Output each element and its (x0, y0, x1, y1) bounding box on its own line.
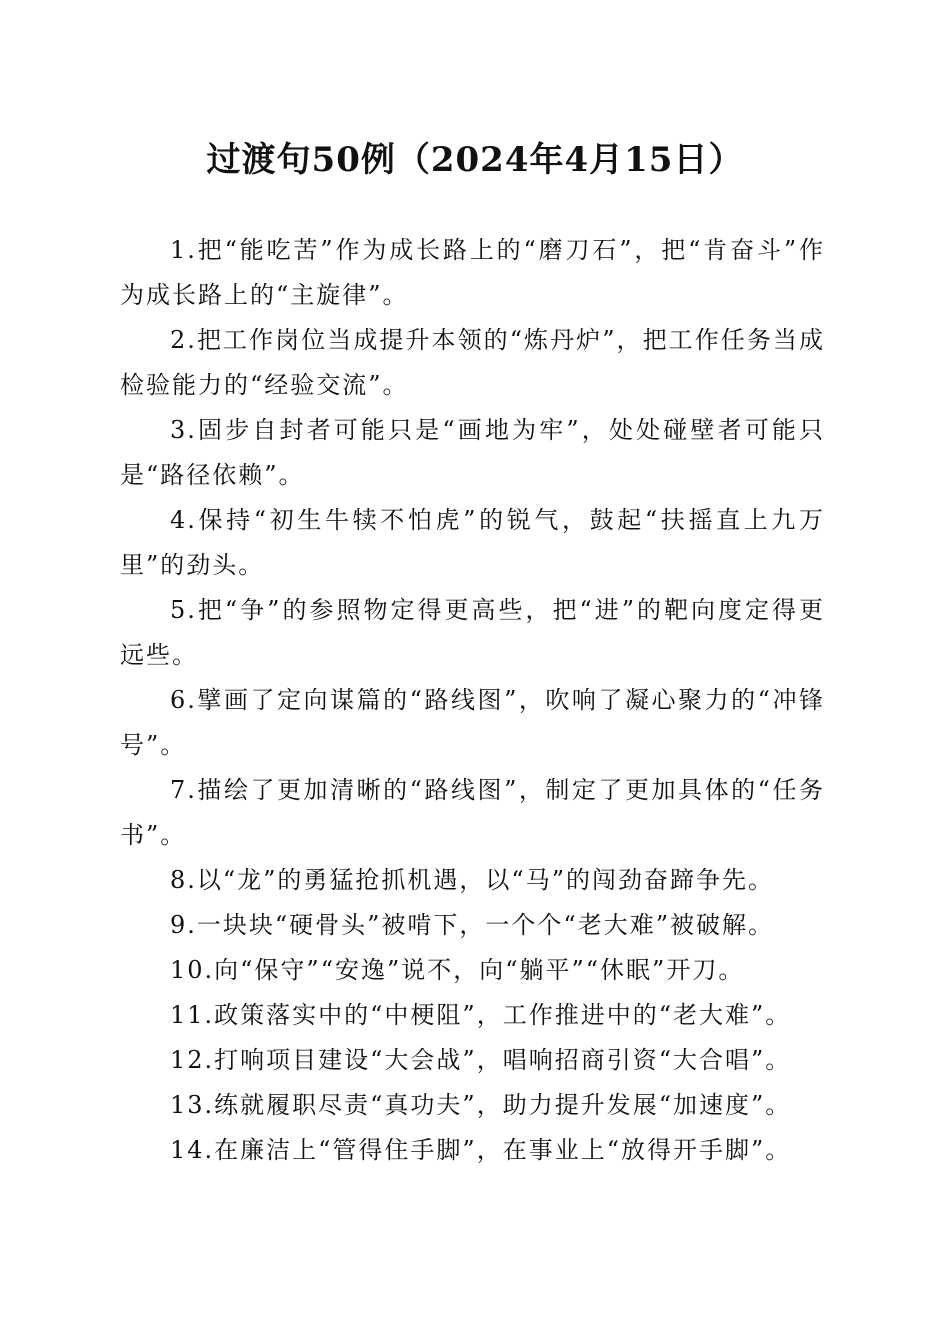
paragraph-6: 6.擘画了定向谋篇的“路线图”，吹响了凝心聚力的“冲锋号”。 (120, 686, 825, 759)
paragraph-10: 10.向“保守”“安逸”说不，向“躺平”“休眠”开刀。 (170, 956, 745, 984)
paragraph-11: 11.政策落实中的“中梗阻”，工作推进中的“老大难”。 (170, 1001, 792, 1029)
paragraph-14: 14.在廉洁上“管得住手脚”，在事业上“放得开手脚”。 (170, 1136, 792, 1164)
paragraph-12: 12.打响项目建设“大会战”，唱响招商引资“大合唱”。 (170, 1046, 792, 1074)
paragraph-4: 4.保持“初生牛犊不怕虎”的锐气，鼓起“扶摇直上九万里”的劲头。 (120, 506, 825, 579)
paragraph-7: 7.描绘了更加清晰的“路线图”，制定了更加具体的“任务书”。 (120, 776, 825, 849)
page-title: 过渡句50例（2024年4月15日） (206, 140, 744, 180)
paragraph-1: 1.把“能吃苦”作为成长路上的“磨刀石”，把“肯奋斗”作为成长路上的“主旋律”。 (120, 236, 825, 309)
paragraph-13: 13.练就履职尽责“真功夫”，助力提升发展“加速度”。 (170, 1091, 792, 1119)
paragraph-3: 3.固步自封者可能只是“画地为牢”，处处碰壁者可能只是“路径依赖”。 (120, 416, 825, 489)
paragraph-5: 5.把“争”的参照物定得更高些，把“进”的靶向度定得更远些。 (120, 596, 825, 669)
document-body (120, 228, 825, 1173)
paragraph-8: 8.以“龙”的勇猛抢抓机遇，以“马”的闯劲奋蹄争先。 (170, 866, 774, 894)
paragraph-2: 2.把工作岗位当成提升本领的“炼丹炉”，把工作任务当成检验能力的“经验交流”。 (120, 326, 825, 399)
paragraph-9: 9.一块块“硬骨头”被啃下，一个个“老大难”被破解。 (170, 911, 774, 939)
